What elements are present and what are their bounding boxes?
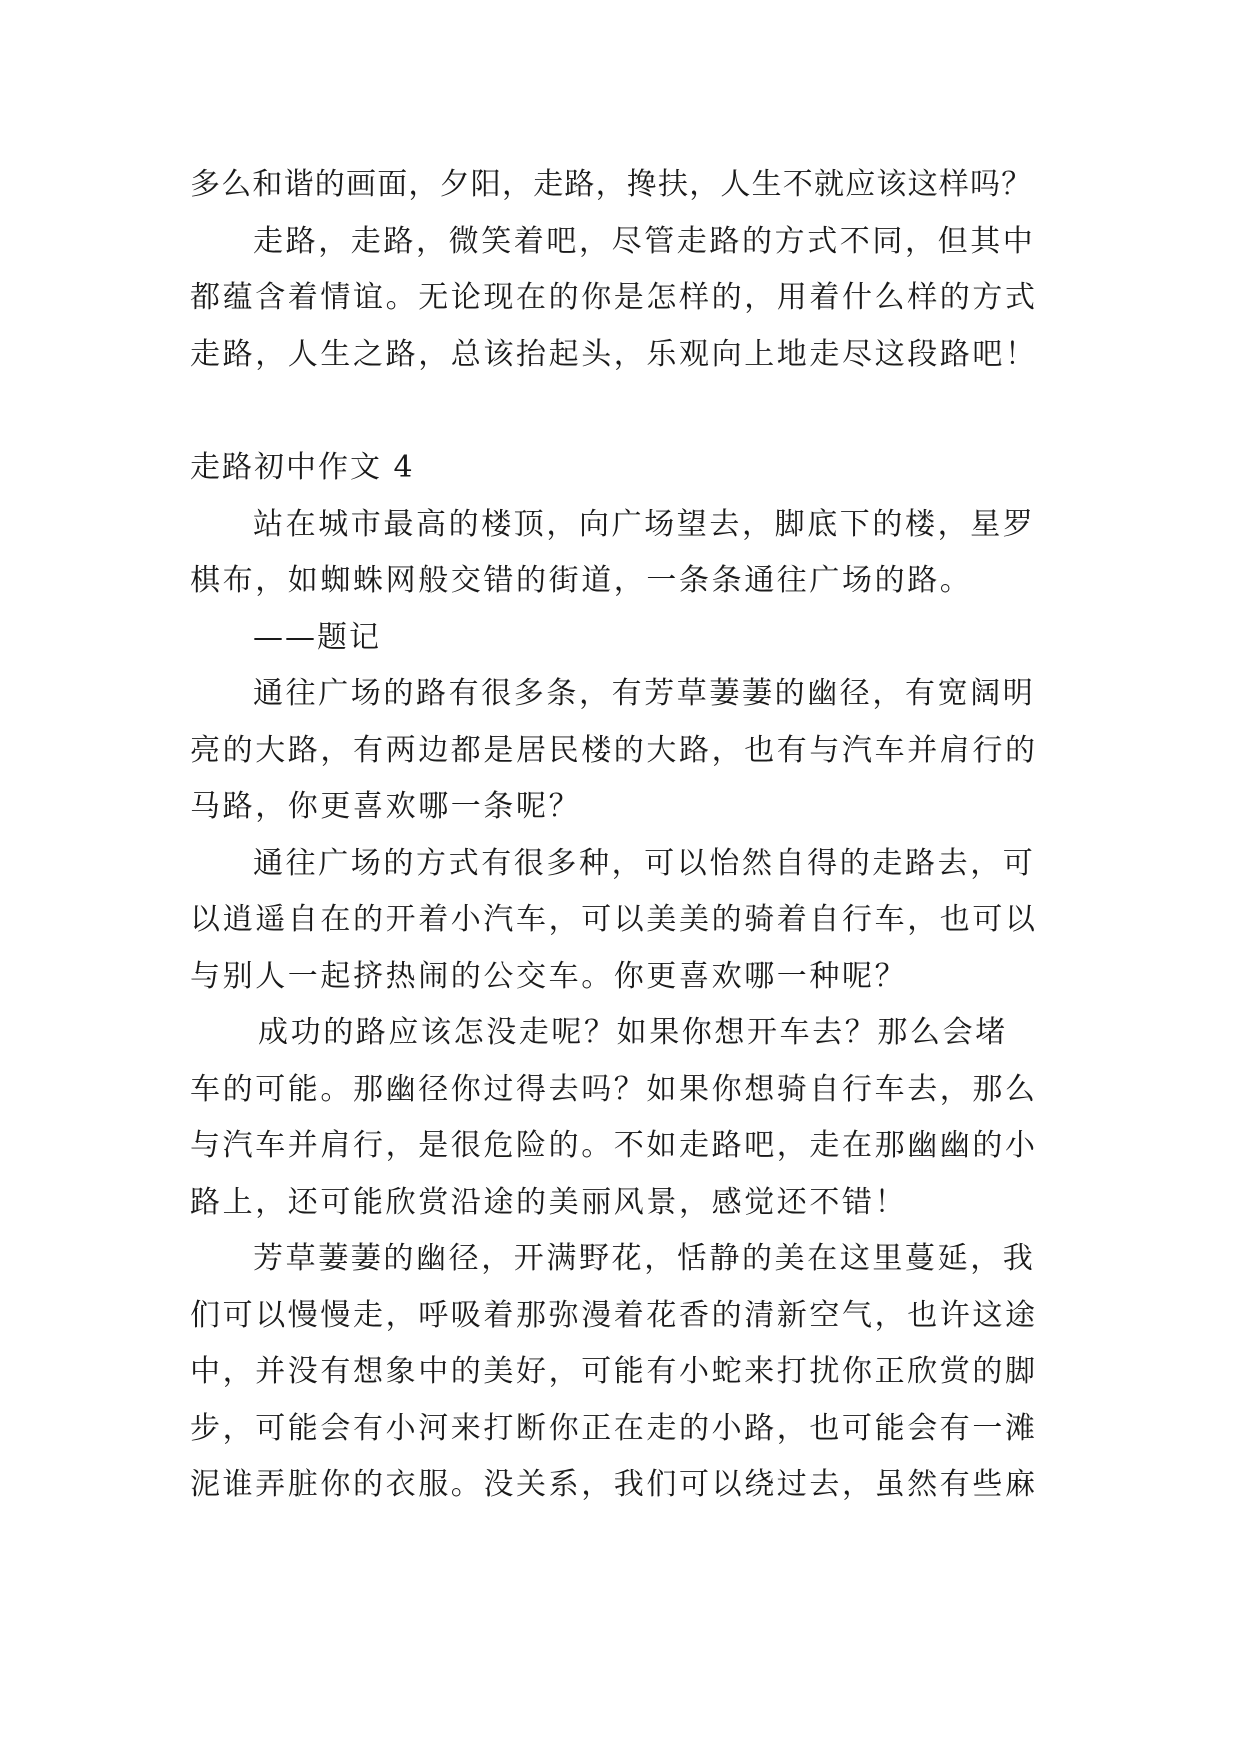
paragraph-line: 以逍遥自在的开着小汽车，可以美美的骑着自行车，也可以 <box>190 902 1038 937</box>
paragraph-line: 与别人一起挤热闹的公交车。你更喜欢哪一种呢？ <box>190 959 908 994</box>
paragraph-line: 亮的大路，有两边都是居民楼的大路，也有与汽车并肩行的 <box>190 733 1038 768</box>
paragraph-line: 马路，你更喜欢哪一条呢？ <box>190 789 582 824</box>
paragraph-line: 中，并没有想象中的美好，可能有小蛇来打扰你正欣赏的脚 <box>190 1354 1038 1389</box>
paragraph-line: 车的可能。那幽径你过得去吗？如果你想骑自行车去，那么 <box>190 1072 1038 1107</box>
paragraph-line: 成功的路应该怎没走呢？如果你想开车去？那么会堵 <box>258 1015 1008 1050</box>
paragraph-line: 芳草萋萋的幽径，开满野花，恬静的美在这里蔓延，我 <box>253 1241 1036 1276</box>
paragraph-line: 通往广场的方式有很多种，可以怡然自得的走路去，可 <box>253 846 1036 881</box>
paragraph-line: 与汽车并肩行，是很危险的。不如走路吧，走在那幽幽的小 <box>190 1128 1038 1163</box>
paragraph-line: 都蕴含着情谊。无论现在的你是怎样的，用着什么样的方式 <box>190 280 1038 315</box>
paragraph-line: 走路，走路，微笑着吧，尽管走路的方式不同，但其中 <box>253 224 1036 259</box>
paragraph-line: 们可以慢慢走，呼吸着那弥漫着花香的清新空气，也许这途 <box>190 1298 1038 1333</box>
paragraph-line: 泥谁弄脏你的衣服。没关系，我们可以绕过去，虽然有些麻 <box>190 1467 1038 1502</box>
section-heading: 走路初中作文 4 <box>190 450 415 485</box>
paragraph-line: 通往广场的路有很多条，有芳草萋萋的幽径，有宽阔明 <box>253 676 1036 711</box>
paragraph-line: 棋布，如蜘蛛网般交错的街道，一条条通往广场的路。 <box>190 563 973 598</box>
epigraph-label: ——题记 <box>253 620 381 655</box>
paragraph-line: 步，可能会有小河来打断你正在走的小路，也可能会有一滩 <box>190 1411 1038 1446</box>
paragraph-line: 多么和谐的画面，夕阳，走路，搀扶，人生不就应该这样吗？ <box>190 167 1033 202</box>
paragraph-line: 站在城市最高的楼顶，向广场望去，脚底下的楼，星罗 <box>253 507 1036 542</box>
paragraph-line: 走路，人生之路，总该抬起头，乐观向上地走尽这段路吧！ <box>190 337 1038 372</box>
paragraph-line: 路上，还可能欣赏沿途的美丽风景，感觉还不错！ <box>190 1185 908 1220</box>
